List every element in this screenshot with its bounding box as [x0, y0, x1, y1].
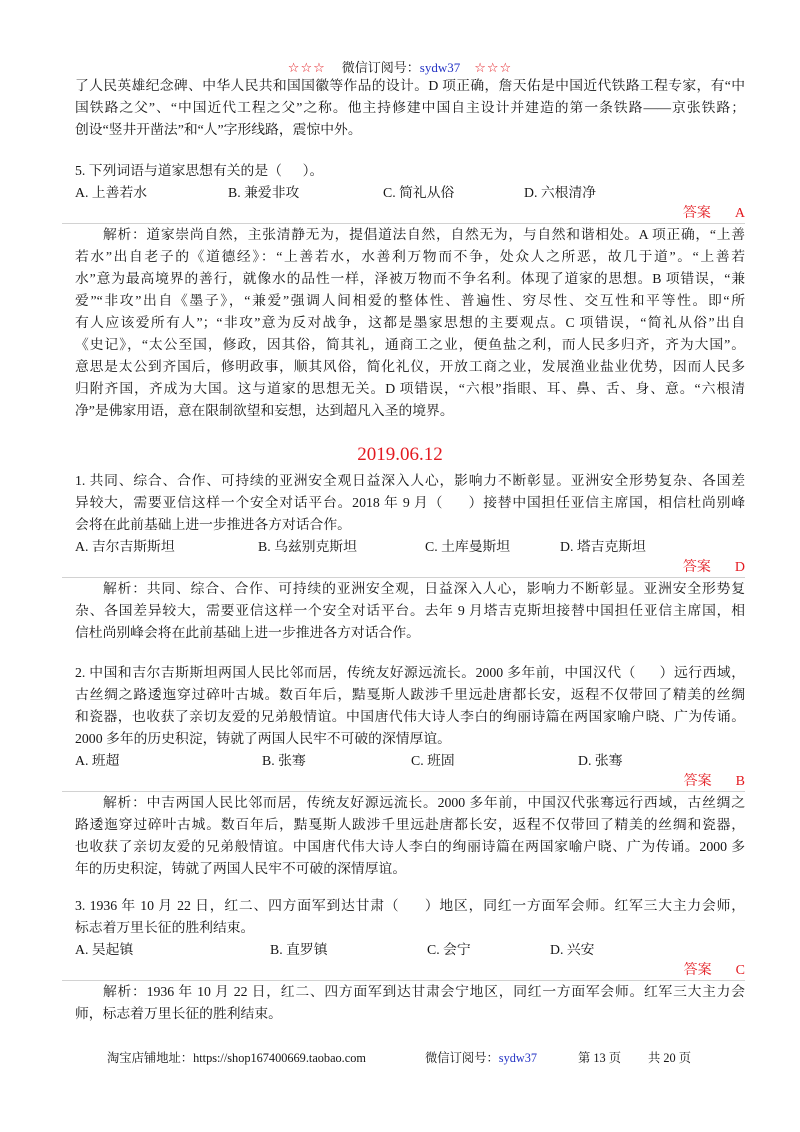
- option-c: C. 会宁: [427, 942, 471, 957]
- option-b: B. 直罗镇: [270, 942, 328, 957]
- answer-label: 答案: [682, 560, 711, 575]
- shop-url: https://shop167400669.taobao.com: [193, 1051, 366, 1065]
- question-3: [75, 895, 745, 1025]
- page-footer: [0, 1048, 800, 1068]
- analysis-line: 师，标志着万里长征的胜利结束。: [75, 1006, 282, 1021]
- question-stem-line: 5. 下列词语与道家思想有关的是（ ）。: [75, 163, 324, 178]
- question-stem-line: 和瓷器，也收获了亲切友爱的兄弟般情谊。中国唐代伟大诗人李白的绚丽诗篇在两国家喻户晓、广为传诵。: [75, 709, 745, 724]
- options-row: [75, 536, 745, 557]
- page-total: 共 20 页: [648, 1051, 692, 1065]
- analysis-line: 解析：中吉两国人民比邻而居，传统友好源远流长。2000 多年前，中国汉代张骞远行西域，古丝绸之: [103, 795, 745, 810]
- option-b: B. 乌兹别克斯坦: [258, 539, 357, 554]
- analysis-line: 意思是太公到齐国后，修明政事，顺其风俗，简化礼仪，开放工商之业，发展渔业盐业优势，因而人民多: [75, 359, 745, 374]
- analysis-line: 杂、各国差异较大，需要亚信这样一个安全对话平台。去年 9 月塔吉克斯坦接替中国担任亚信主席国，相: [75, 603, 745, 618]
- option-a: A. 班超: [75, 753, 120, 768]
- analysis-line: 若水”出自老子的《道德经》：“上善若水，水善利万物而不争，处众人之所恶，故几于道”。“上善若: [75, 249, 745, 264]
- star-decoration-right: ☆☆☆: [474, 61, 513, 76]
- question-stem-line: 标志着万里长征的胜利结束。: [75, 920, 255, 935]
- answer-label: 答案: [683, 774, 712, 789]
- analysis-line: 路逶迤穿过碎叶古城。数百年后，黠戛斯人跋涉千里远赴唐都长安，返程不仅带回了精美的丝绸和瓷器，: [75, 817, 745, 832]
- option-c: C. 土库曼斯坦: [425, 539, 511, 554]
- footer-wechat: [425, 1048, 537, 1068]
- question-1: [75, 470, 745, 644]
- intro-paragraph: [75, 75, 745, 141]
- answer-row: [75, 771, 745, 792]
- shop-label: 淘宝店铺地址：: [107, 1051, 194, 1065]
- question-stem-line: 异较大，需要亚信这样一个安全对话平台。2018 年 9 月（ ）接替中国担任亚信主席国，相信杜尚别峰: [75, 495, 745, 510]
- answer-letter: A: [734, 206, 745, 221]
- analysis-line: 净”是佛家用语，意在限制欲望和妄想，达到超凡入圣的境界。: [75, 403, 454, 418]
- footer-wechat-id: sydw37: [498, 1051, 538, 1065]
- analysis-line: 年的历史积淀，铸就了两国人民牢不可破的深情厚谊。: [75, 861, 407, 876]
- answer-label: 答案: [683, 963, 712, 978]
- footer-wechat-label: 微信订阅号：: [425, 1051, 499, 1065]
- answer-label: 答案: [682, 206, 711, 221]
- question-stem-line: 2. 中国和吉尔吉斯斯坦两国人民比邻而居，传统友好源远流长。2000 多年前，中国汉代（ ）远行西域，: [75, 665, 745, 680]
- options-row: [75, 750, 745, 771]
- question-stem-line: 会将在此前基础上进一步推进各方对话合作。: [75, 517, 351, 532]
- answer-letter: C: [735, 963, 745, 978]
- option-d: D. 六根清净: [524, 185, 597, 200]
- text-line: 了人民英雄纪念碑、中华人民共和国国徽等作品的设计。D 项正确，詹天佑是中国近代铁路工程专家，有“中: [75, 78, 745, 93]
- option-d: D. 张骞: [578, 753, 623, 768]
- option-d: D. 兴安: [550, 942, 595, 957]
- wechat-account: sydw37: [419, 60, 461, 75]
- option-c: C. 班固: [411, 753, 455, 768]
- answer-letter: B: [735, 774, 745, 789]
- answer-row: [75, 203, 745, 224]
- question-stem-line: 1. 共同、综合、合作、可持续的亚洲安全观日益深入人心，影响力不断彰显。亚洲安全形势复杂、各国差: [75, 473, 745, 488]
- analysis-line: 信杜尚别峰会将在此前基础上进一步推进各方对话合作。: [75, 625, 420, 640]
- question-stem-line: 古丝绸之路逶迤穿过碎叶古城。数百年后，黠戛斯人跋涉千里远赴唐都长安，返程不仅带回了精美的丝绸: [75, 687, 745, 702]
- option-d: D. 塔吉克斯坦: [560, 539, 646, 554]
- analysis-line: 爱”“非攻”出自《墨子》，“兼爱”强调人间相爱的整体性、普遍性、穷尽性、交互性和平等性。即“所: [75, 293, 745, 308]
- analysis-line: 有人应该爱所有人”；“非攻”意为反对战争，这都是墨家思想的主要观点。C 项错误，“简礼从俗”出自: [75, 315, 745, 330]
- analysis-line: 归附齐国，齐成为大国。这与道家的思想无关。D 项错误，“六根”指眼、耳、鼻、舌、身、意。“六根清: [75, 381, 745, 396]
- option-b: B. 兼爱非攻: [228, 185, 300, 200]
- analysis-line: 解析：1936 年 10 月 22 日，红二、四方面军到达甘肃会宁地区，同红一方面军会师。红军三大主力会: [103, 984, 745, 999]
- shop-address: [107, 1048, 366, 1068]
- option-a: A. 上善若水: [75, 185, 148, 200]
- page-number: 第 13 页: [578, 1051, 622, 1065]
- question-stem-line: 2000 多年的历史积淀，铸就了两国人民牢不可破的深情厚谊。: [75, 731, 451, 746]
- option-c: C. 简礼从俗: [383, 185, 455, 200]
- options-row: [75, 939, 745, 960]
- analysis-line: 解析：共同、综合、合作、可持续的亚洲安全观，日益深入人心，影响力不断彰显。亚洲安全形势复: [103, 581, 745, 596]
- text-line: 国铁路之父”、“中国近代工程之父”之称。他主持修建中国自主设计并建造的第一条铁路——京张铁路；: [75, 100, 745, 115]
- wechat-label: 微信订阅号：: [341, 60, 420, 75]
- options-row: [75, 182, 745, 203]
- date-heading: 2019.06.12: [357, 444, 443, 465]
- analysis-line: 解析：道家崇尚自然，主张清静无为，提倡道法自然，自然无为，与自然和谐相处。A 项正确，“上善: [103, 227, 745, 242]
- analysis-line: 《史记》，“太公至国，修政，因其俗，简其礼，通商工之业，便鱼盐之利，而人民多归齐，齐为大国”。: [75, 337, 745, 352]
- answer-row: [75, 960, 745, 981]
- answer-letter: D: [734, 560, 745, 575]
- question-5: [75, 160, 745, 422]
- analysis-line: 也收获了亲切友爱的兄弟般情谊。中国唐代伟大诗人李白的绚丽诗篇在两国家喻户晓、广为传诵。2000 多: [75, 839, 745, 854]
- question-2: [75, 662, 745, 880]
- option-a: A. 吉尔吉斯斯坦: [75, 539, 175, 554]
- star-decoration-left: ☆☆☆: [287, 61, 326, 76]
- option-a: A. 吴起镇: [75, 942, 134, 957]
- answer-row: [75, 557, 745, 578]
- text-line: 创设“竖井开凿法”和“人”字形线路，震惊中外。: [75, 122, 362, 137]
- question-stem-line: 3. 1936 年 10 月 22 日，红二、四方面军到达甘肃（ ）地区，同红一方面军会师。红军三大主力会师，: [75, 898, 745, 913]
- analysis-line: 水”意为最高境界的善行，就像水的品性一样，泽被万物而不争名利。体现了道家的思想。B 项错误，“兼: [75, 271, 745, 286]
- option-b: B. 张骞: [262, 753, 306, 768]
